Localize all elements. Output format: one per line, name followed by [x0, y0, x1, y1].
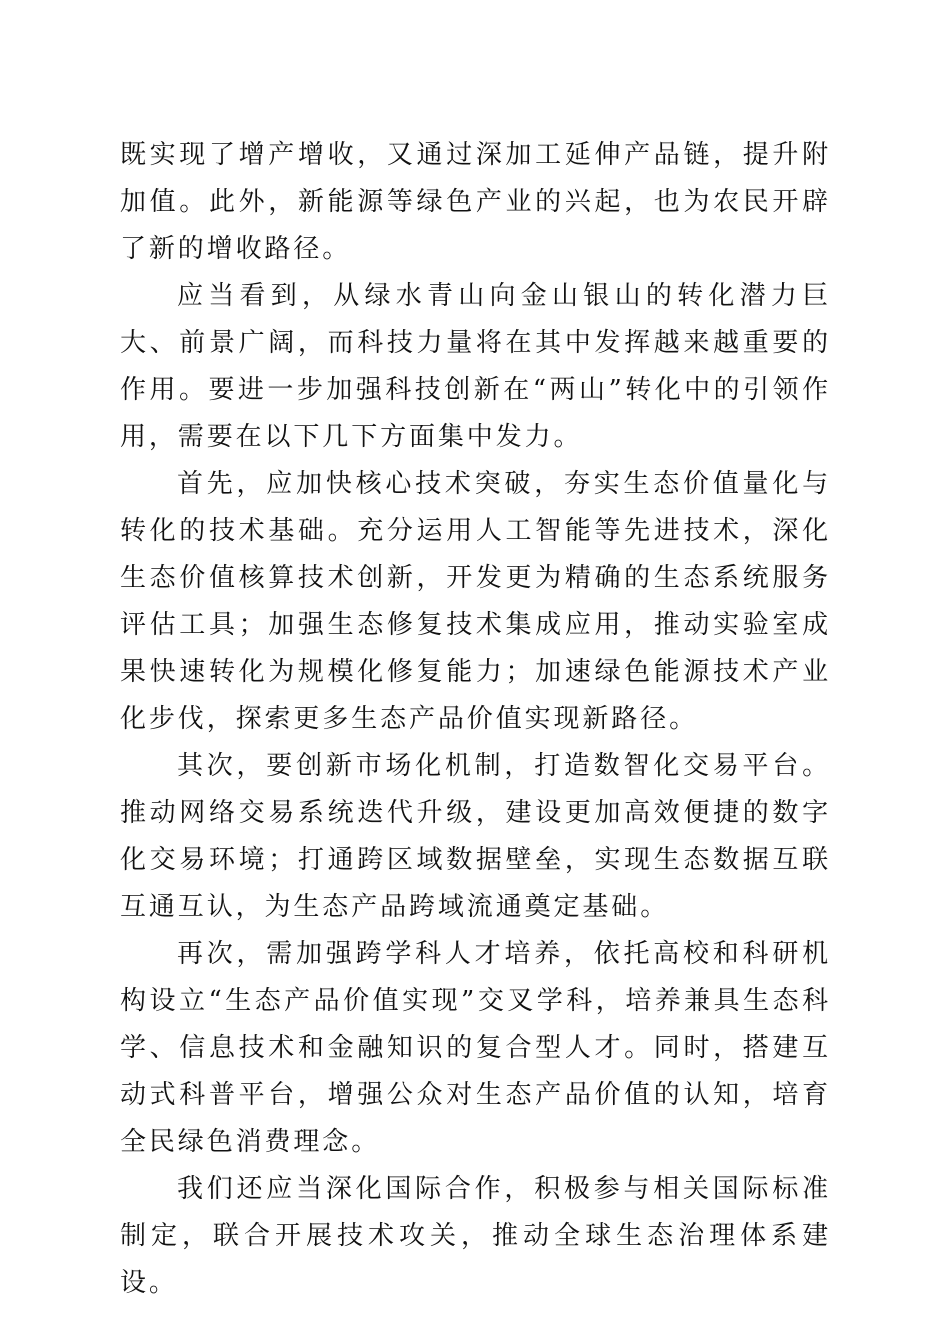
paragraph-continuation: 既实现了增产增收，又通过深加工延伸产品链，提升附加值。此外，新能源等绿色产业的兴起，也为农民开辟了新的增收路径。: [120, 140, 831, 264]
paragraph-first-point: 首先，应加快核心技术突破，夯实生态价值量化与转化的技术基础。充分运用人工智能等先进技术，深化生态价值核算技术创新，开发更为精确的生态系统服务评估工具；加强生态修复技术集成应用，推动实验室成果快速转化为规模化修复能力；加速绿色能源技术产业化步伐，探索更多生态产品价值实现新路径。: [120, 469, 831, 734]
body-text: [120, 132, 831, 1307]
paragraph-third-point: 再次，需加强跨学科人才培养，依托高校和科研机构设立“生态产品价值实现”交叉学科，培养兼具生态科学、信息技术和金融知识的复合型人才。同时，搭建互动式科普平台，增强公众对生态产品价值的认知，培育全民绿色消费理念。: [120, 939, 831, 1157]
paragraph-second-point: 其次，要创新市场化机制，打造数智化交易平台。推动网络交易系统迭代升级，建设更加高效便捷的数字化交易环境；打通跨区域数据壁垒，实现生态数据互联互通互认，为生态产品跨域流通奠定基础。: [120, 751, 831, 922]
paragraph-overview: 应当看到，从绿水青山向金山银山的转化潜力巨大、前景广阔，而科技力量将在其中发挥越来越重要的作用。要进一步加强科技创新在“两山”转化中的引领作用，需要在以下几下方面集中发力。: [120, 281, 831, 452]
paragraph-international-cooperation: 我们还应当深化国际合作，积极参与相关国际标准制定，联合开展技术攻关，推动全球生态治理体系建设。: [120, 1174, 831, 1298]
